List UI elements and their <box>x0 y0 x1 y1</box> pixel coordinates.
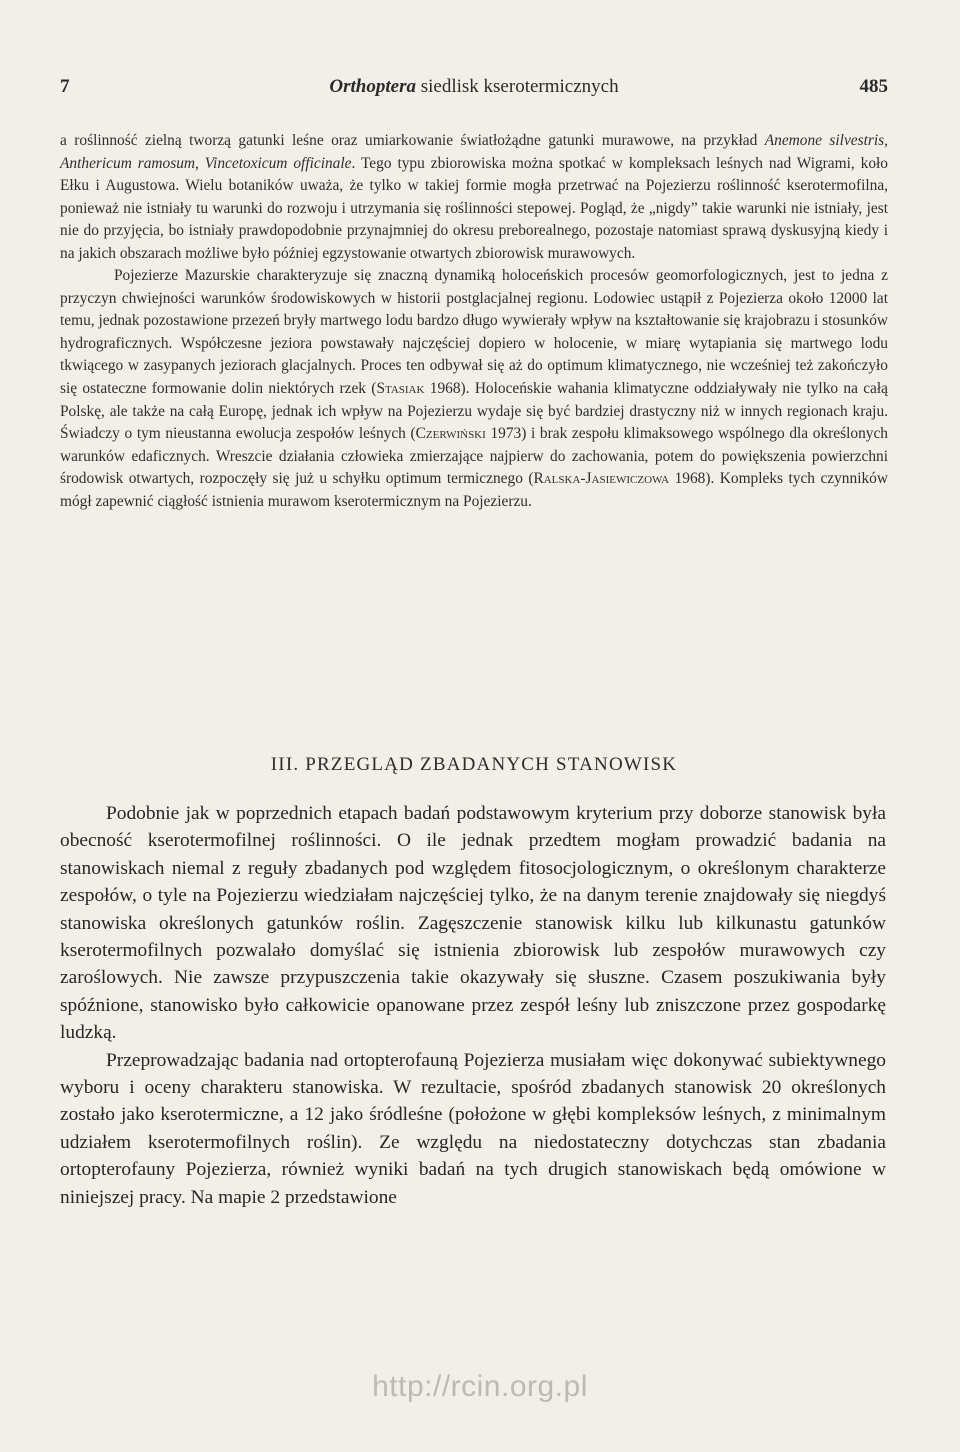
running-title-italic: Orthoptera <box>329 76 416 97</box>
body-paragraph-2: Przeprowadzając badania nad ortopterofauną Pojezierza musiałam więc dokonywać subiektywnego wyboru i oceny charakteru stanowiska. W rezultacie, spośród zbadanych stanowisk 20 określonych zostało jako kserotermiczne, a 12 jako śródleśne (położone w głębi kompleksów leśnych, z minimalnym udziałem kserotermofilnych roślin). Ze względu na niedostateczny dotychczas stan zbadania ortopterofauny Pojezierza, również wyniki badań na tych drugich stanowiskach będą omówione w niniejszej pracy. Na mapie 2 przedstawione <box>60 1049 886 1208</box>
body-paragraph-1: Podobnie jak w poprzednich etapach badań podstawowym kryterium przy doborze stanowisk była obecność kserotermofilnej roślinności. O ile jednak przedtem mogłam prowadzić badania na stanowiskach niemal z reguły zbadanych pod względem fitosocjologicznym, o określonym charakterze zespołów, o tyle na Pojezierzu wiedziałam najczęściej tylko, że na danym terenie znajdowały się niegdyś stanowiska określonych gatunków roślin. Zagęszczenie stanowisk kilku lub kilkunastu gatunków kserotermofilnych pozwalało domyślać się istnienia zbiorowisk lub zespołów murawowych czy zaroślowych. Nie zawsze przypuszczenia takie okazywały się słuszne. Czasem poszukiwania były spóźnione, stanowisko było całkowicie opanowane przez zespół leśny lub zniszczone przez gospodarkę ludzką. <box>60 803 886 1044</box>
running-title-rest: siedlisk kserotermicznych <box>415 76 619 97</box>
species-names: Anemone silvestris, Anthericum ramosum, Vincetoxicum officinale <box>60 132 888 172</box>
body-text <box>60 800 886 1211</box>
small-paragraph-1: a roślinność zielną tworzą gatunki leśne oraz umiarkowanie światłożądne gatunki murawowe, na przykład Anemone silvestris, Anthericum ramosum, Vincetoxicum officinale. Tego typu zbiorowiska można spotkać w kompleksach leśnych nad Wigrami, koło Ełku i Augustowa. Wielu botaników uważa, że tylko w takiej formie mogła przetrwać na Pojezierzu roślinność kserotermofilna, ponieważ nie istniały tu warunki do rozwoju i utrzymania się roślinności stepowej. Pogląd, że „nigdy” takie warunki nie istniały, jest nie do przyjęcia, bo istniały prawdopodobnie przynajmniej do okresu preborealnego, pozostaje natomiast sprawą dyskusyjną kiedy i na jakich obszarach możliwe było później egzystowanie otwartych zbiorowisk murawowych. <box>60 132 889 262</box>
citation-author: Stasiak <box>376 380 425 398</box>
small-paragraph-2: Pojezierze Mazurskie charakteryzuje się znaczną dynamiką holoceńskich procesów geomorfologicznych, jest to jedna z przyczyn chwiejności warunków środowiskowych w historii postglacjalnej regionu. Lodowiec ustąpił z Pojezierza około 12000 lat temu, jednak pozostawione przezeń bryły martwego lodu bardzo długo wywierały wpływ na kształtowanie się krajobrazu i stosunków hydrograficznych. Współczesne jeziora powstawały najczęściej dopiero w holocenie, w miarę wytapiania się martwego lodu tkwiącego w zasypanych jeziorach glacjalnych. Proces ten odbywał się aż do optimum klimatycznego, nie wcześniej też zakończyło się ostateczne formowanie dolin niektórych rzek (Stasiak 1968). Holoceńskie wahania klimatyczne oddziaływały nie tylko na całą Polskę, ale także na całą Europę, jednak ich wpływ na Pojezierzu wydaje się być bardziej drastyczny niż w innych regionach kraju. Świadczy o tym nieustanna ewolucja zespołów leśnych (Czerwiński 1973) i brak zespołu klimaksowego wspólnego dla określonych warunków edaficznych. Wreszcie działania człowieka zmierzające najpierw do zachowania, potem do powiększenia powierzchni środowisk otwartych, rozpoczęły się już u schyłku optimum termicznego (Ralska-Jasiewiczowa 1968). Kompleks tych czynników mógł zapewnić ciągłość istnienia murawom kserotermicznym na Pojezierzu. <box>60 267 888 510</box>
running-title <box>60 76 888 98</box>
page-number-left: 7 <box>60 76 70 97</box>
small-print-text <box>60 130 888 513</box>
section-heading: III. PRZEGLĄD ZBADANYCH STANOWISK <box>270 754 678 775</box>
citation-author: Czerwiński <box>415 425 486 443</box>
page-number-right: 485 <box>859 76 888 97</box>
citation-author: Ralska-Jasiewiczowa <box>533 470 670 488</box>
watermark-url: http://rcin.org.pl <box>372 1370 588 1403</box>
page-header <box>60 76 888 106</box>
